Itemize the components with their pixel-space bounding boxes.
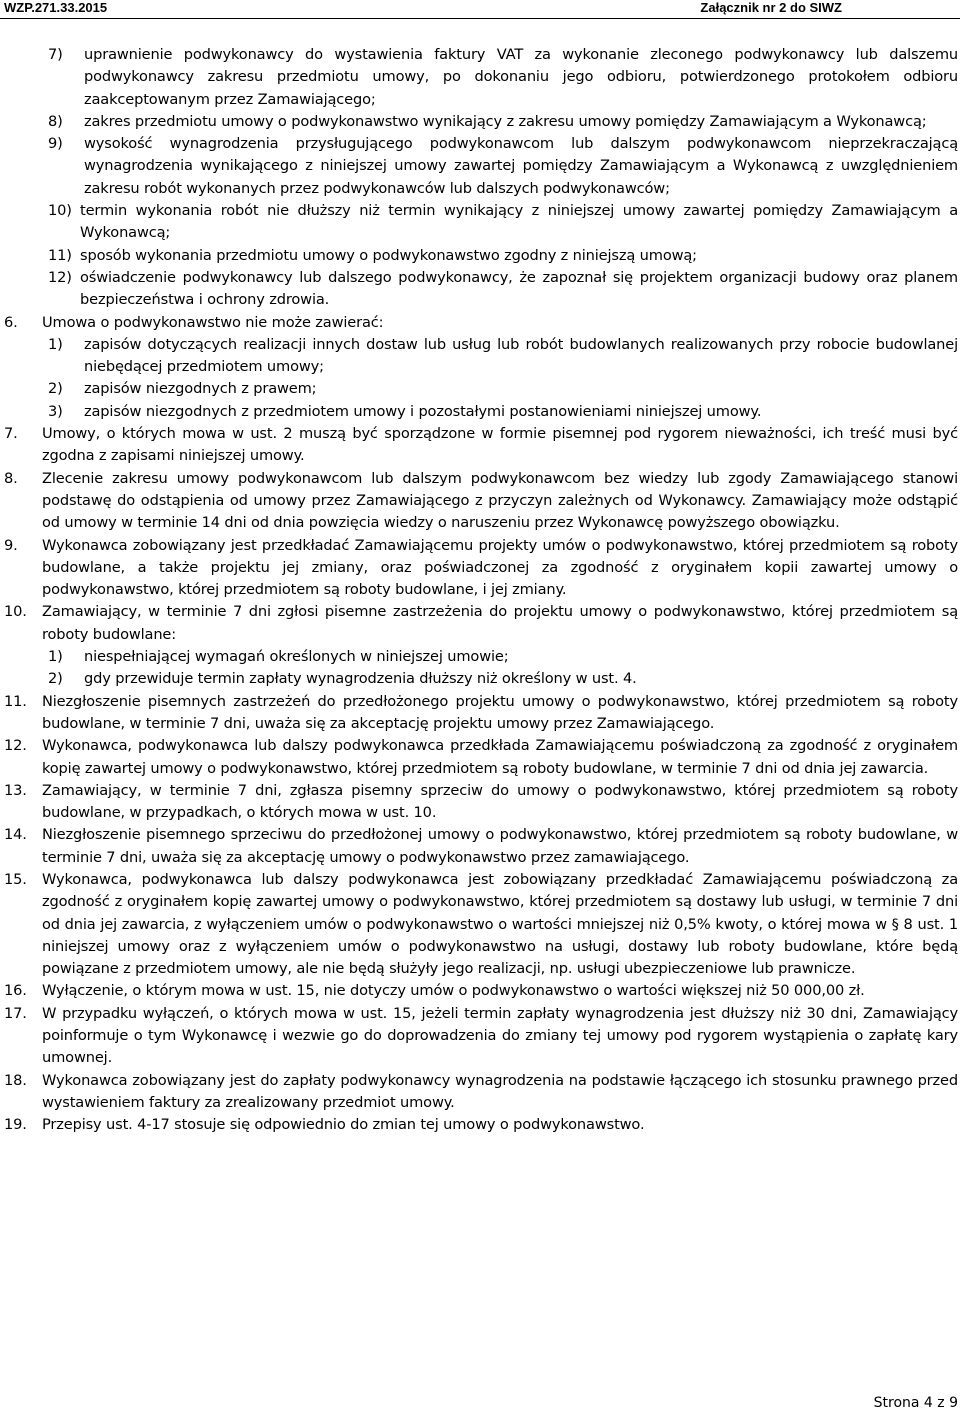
item-text: Niezgłoszenie pisemnych zastrzeżeń do przedłożonego projektu umowy o podwykonawstwo, której przedmiotem są roboty budowlane, w terminie 7 dni, uważa się za akceptację projektu umowy przez Zamawiającego.: [42, 692, 958, 732]
item-number: 16.: [4, 982, 27, 1000]
list-item: [0, 869, 960, 980]
list-item: [0, 646, 960, 668]
list-item: [0, 423, 960, 468]
item-number: 18.: [4, 1071, 27, 1089]
item-text: Przepisy ust. 4-17 stosuje się odpowiednio do zmian tej umowy o podwykonawstwo.: [42, 1116, 645, 1134]
item-text: gdy przewiduje termin zapłaty wynagrodzenia dłuższy niż określony w ust. 4.: [84, 670, 637, 688]
item-text: Wykonawca, podwykonawca lub dalszy podwykonawca przedkłada Zamawiającemu poświadczoną za zgodność z oryginałem kopię zawartej umowy o podwykonawstwo, której przedmiotem są roboty budowlane, w terminie 7 dni od dnia jej zawarcia.: [42, 737, 958, 777]
list-item: [0, 1003, 960, 1070]
item-text: Zlecenie zakresu umowy podwykonawcom lub dalszym podwykonawcom bez wiedzy lub zgody Zamawiającego stanowi podstawę do odstąpienia od umowy przez Zamawiającego z przyczyn zależnych od Wykonawcy. Zamawiający może odstąpić od umowy w terminie 14 dni od dnia powzięcia wiedzy o naruszeniu przez Wykonawcę powyższego obowiązku.: [42, 469, 958, 532]
list-item: [0, 334, 960, 379]
item-text: uprawnienie podwykonawcy do wystawienia faktury VAT za wykonanie zleconego podwykonawcy lub dalszemu podwykonawcy zakresu przedmiotu umowy, po dokonaniu jego odbioru, potwierdzonego protokołem odbioru zaakceptowanym przez Zamawiającego;: [84, 46, 958, 108]
item-text: Wykonawca zobowiązany jest przedkładać Zamawiającemu projekty umów o podwykonawstwo, której przedmiotem są roboty budowlane, a także projektu jej zmiany, oraz poświadczonej za zgodność z oryginałem kopii zawartej umowy o podwykonawstwo, której przedmiotem są roboty budowlane, i jej zmiany.: [42, 536, 958, 599]
item-number: 11.: [4, 692, 27, 710]
item-number: 10.: [4, 603, 27, 621]
item-number: 12): [48, 268, 72, 286]
item-number: 14.: [4, 826, 27, 844]
item-number: 19.: [4, 1116, 27, 1134]
item-text: oświadczenie podwykonawcy lub dalszego podwykonawcy, że zapoznał się projektem organizacji budowy oraz planem bezpieczeństwa i ochrony zdrowia.: [80, 268, 958, 309]
item-number: 6.: [4, 313, 18, 331]
item-number: 3): [48, 402, 63, 420]
item-text: Wykonawca zobowiązany jest do zapłaty podwykonawcy wynagrodzenia na podstawie łączącego ich stosunku prawnego przed wystawieniem faktury za zrealizowany przedmiot umowy.: [42, 1071, 958, 1111]
list-item: [0, 401, 960, 423]
list-item: [0, 668, 960, 690]
page-number: Strona 4 z 9: [873, 1395, 958, 1411]
item-number: 1): [48, 335, 63, 353]
item-text: W przypadku wyłączeń, o których mowa w ust. 15, jeżeli termin zapłaty wynagrodzenia jest dłuższy niż 30 dni, Zamawiający poinformuje o tym Wykonawcę i wezwie go do doprowadzenia do zmiany tej umowy pod rygorem wystąpienia o zapłatę kary umownej.: [42, 1004, 958, 1067]
header-divider: [0, 18, 960, 19]
item-number: 13.: [4, 781, 27, 799]
list-item: [0, 267, 960, 312]
item-number: 7): [48, 46, 63, 63]
item-number: 1): [48, 648, 63, 666]
item-text: Umowy, o których mowa w ust. 2 muszą być sporządzone w formie pisemnej pod rygorem nieważności, ich treść musi być zgodna z zapisami niniejszej umowy.: [42, 425, 958, 465]
item-number: 12.: [4, 737, 27, 755]
item-number: 9.: [4, 536, 18, 554]
list-item: [0, 111, 960, 133]
item-number: 7.: [4, 425, 18, 443]
page-header: [0, 0, 960, 17]
item-number: 15.: [4, 870, 27, 888]
item-text: Zamawiający, w terminie 7 dni, zgłasza pisemny sprzeciw do umowy o podwykonawstwo, której przedmiotem są roboty budowlane, w przypadkach, o których mowa w ust. 10.: [42, 781, 958, 822]
item-number: 2): [48, 670, 63, 688]
item-number: 11): [48, 246, 72, 264]
list-item: [0, 468, 960, 535]
list-item: [0, 44, 960, 111]
list-item: [0, 378, 960, 400]
list-item: [0, 312, 960, 334]
attachment-label: Załącznik nr 2 do SIWZ: [700, 0, 842, 15]
list-item: [0, 824, 960, 869]
list-item: [0, 601, 960, 646]
item-number: 17.: [4, 1004, 27, 1022]
item-text: Wyłączenie, o którym mowa w ust. 15, nie dotyczy umów o podwykonawstwo o wartości większej niż 50 000,00 zł.: [42, 982, 865, 1000]
list-item: [0, 1070, 960, 1115]
item-text: zapisów niezgodnych z prawem;: [84, 380, 317, 398]
item-text: wysokość wynagrodzenia przysługującego podwykonawcom lub dalszym podwykonawcom nieprzekraczającą wynagrodzenia wynikającego z niniejszej umowy zawartej pomiędzy Zamawiającym a Wykonawcą z uwzględnieniem zakresu robót wykonanych przez podwykonawców lub dalszych podwykonawców;: [84, 135, 958, 197]
item-text: Umowa o podwykonawstwo nie może zawierać:: [42, 313, 384, 331]
list-item: [0, 691, 960, 736]
list-item: [0, 535, 960, 602]
item-text: zapisów dotyczących realizacji innych dostaw lub usług lub robót budowlanych realizowanych przy robocie budowlanej niebędącej przedmiotem umowy;: [84, 335, 958, 376]
list-item: [0, 1114, 960, 1136]
list-item: [0, 200, 960, 245]
item-number: 9): [48, 135, 63, 153]
list-item: [0, 735, 960, 780]
item-number: 2): [48, 380, 63, 398]
item-text: sposób wykonania przedmiotu umowy o podwykonawstwo zgodny z niniejszą umową;: [80, 246, 697, 264]
document-body: [0, 44, 960, 1137]
item-number: 8): [48, 112, 63, 130]
item-text: zakres przedmiotu umowy o podwykonawstwo wynikający z zakresu umowy pomiędzy Zamawiającym a Wykonawcą;: [84, 112, 927, 130]
list-item: [0, 133, 960, 200]
item-text: Wykonawca, podwykonawca lub dalszy podwykonawca jest zobowiązany przedkładać Zamawiającemu poświadczoną za zgodność z oryginałem kopię zawartej umowy o podwykonawstwo, której przedmiotem są dostawy lub usługi, w terminie 7 dni od dnia jej zawarcia, z wyłączeniem umów o podwykonawstwo o wartości mniejszej niż 0,5% kwoty, o której mowa w § 8 ust. 1 niniejszej umowy oraz z wyłączeniem umów o podwykonawstwo na usługi, dostawy lub roboty budowlane, które będą powiązane z przedmiotem umowy, ale nie będą służyły jego realizacji, np. usługi ubezpieczeniowe lub prawnicze.: [42, 870, 958, 978]
item-text: Zamawiający, w terminie 7 dni zgłosi pisemne zastrzeżenia do projektu umowy o podwykonawstwo, której przedmiotem są roboty budowlane:: [42, 603, 958, 643]
item-text: niespełniającej wymagań określonych w niniejszej umowie;: [84, 648, 509, 666]
item-text: termin wykonania robót nie dłuższy niż termin wynikający z niniejszej umowy zawartej pomiędzy Zamawiającym a Wykonawcą;: [80, 202, 958, 242]
item-number: 10): [48, 202, 72, 220]
list-item: [0, 245, 960, 267]
document-reference: WZP.271.33.2015: [4, 0, 108, 15]
item-text: zapisów niezgodnych z przedmiotem umowy i pozostałymi postanowieniami niniejszej umowy.: [84, 402, 762, 420]
item-number: 8.: [4, 469, 18, 487]
item-text: Niezgłoszenie pisemnego sprzeciwu do przedłożonej umowy o podwykonawstwo, której przedmiotem są roboty budowlane, w terminie 7 dni, uważa się za akceptację umowy o podwykonawstwo przez zamawiającego.: [42, 826, 958, 866]
list-item: [0, 980, 960, 1002]
list-item: [0, 780, 960, 825]
